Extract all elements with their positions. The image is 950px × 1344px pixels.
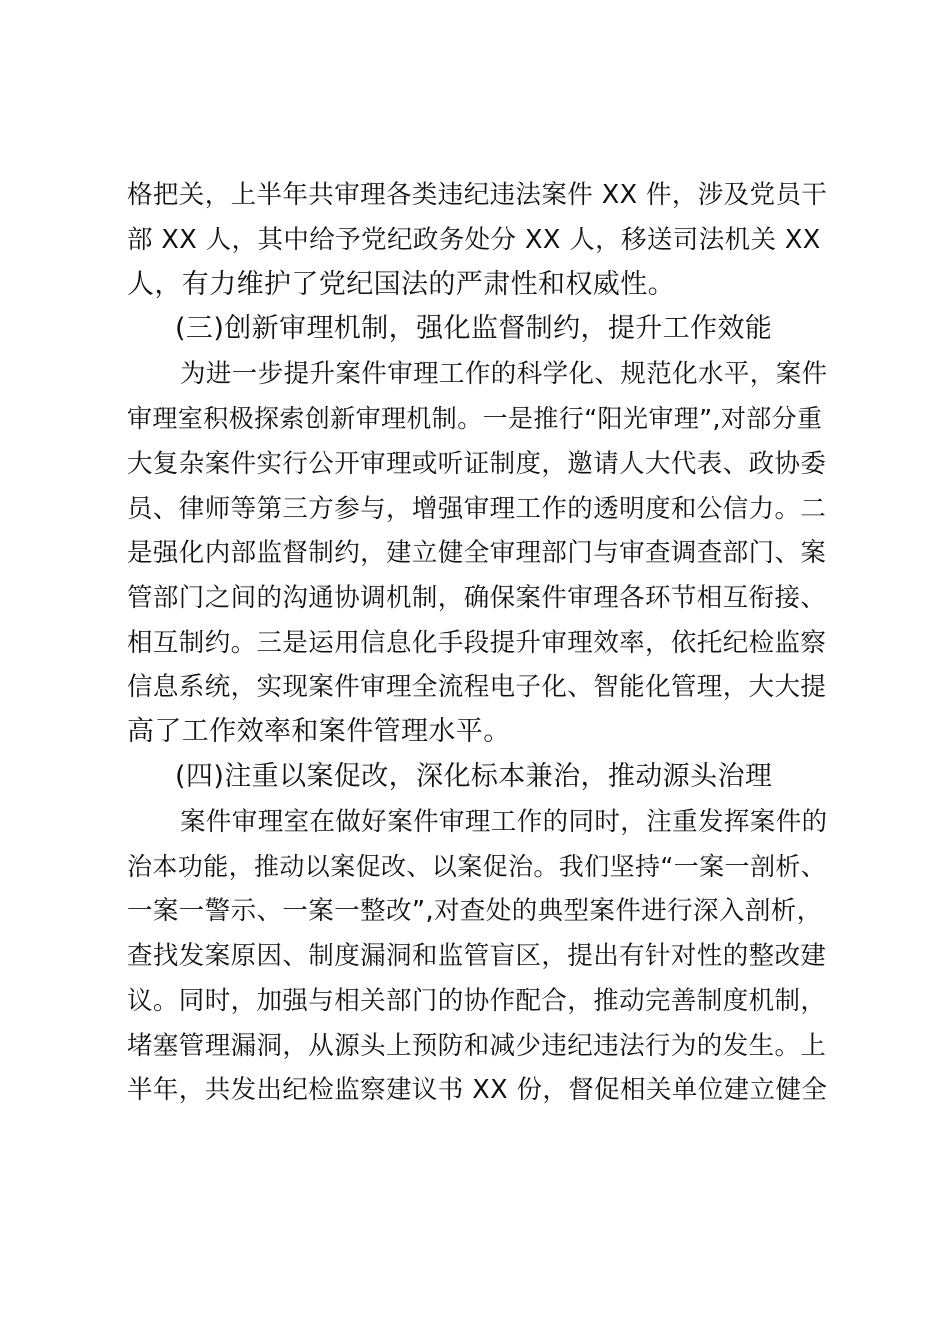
body-text-line: 相互制约。三是运用信息化手段提升审理效率，依托纪检监察 bbox=[127, 628, 827, 658]
paragraph-first-line: 为进一步提升案件审理工作的科学化、规范化水平，案件 bbox=[180, 359, 828, 389]
body-text-line: 格把关，上半年共审理各类违纪违法案件 XX 件，涉及党员干 bbox=[127, 180, 828, 210]
body-text-line: 审理室积极探索创新审理机制。一是推行“阳光审理”,对部分重 bbox=[127, 404, 823, 433]
body-text-line: 治本功能，推动以案促改、以案促治。我们坚持“一案一剖析、 bbox=[127, 852, 827, 881]
body-text-line: 部 XX 人，其中给予党纪政务处分 XX 人，移送司法机关 XX bbox=[127, 225, 821, 255]
body-text-line: 是强化内部监督制约，建立健全审理部门与审查调查部门、案 bbox=[127, 538, 827, 568]
body-text-line: 查找发案原因、制度漏洞和监管盲区，提出有针对性的整改建 bbox=[127, 941, 827, 971]
section-heading: (四)注重以案促改，深化标本兼治，推动源头治理 bbox=[175, 761, 773, 792]
paragraph-first-line: 案件审理室在做好案件审理工作的同时，注重发挥案件的 bbox=[180, 807, 828, 837]
body-text-line: 大复杂案件实行公开审理或听证制度，邀请人大代表、政协委 bbox=[127, 449, 827, 479]
body-text-line: 堵塞管理漏洞，从源头上预防和减少违纪违法行为的发生。上 bbox=[127, 1031, 827, 1061]
body-text-line: 人，有力维护了党纪国法的严肃性和权威性。 bbox=[127, 269, 675, 300]
body-text-line: 高了工作效率和案件管理水平。 bbox=[127, 716, 511, 747]
section-heading: (三)创新审理机制，强化监督制约，提升工作效能 bbox=[175, 313, 773, 344]
body-text-line: 半年，共发出纪检监察建议书 XX 份，督促相关单位建立健全 bbox=[127, 1075, 828, 1105]
body-text-line: 议。同时，加强与相关部门的协作配合，推动完善制度机制， bbox=[127, 986, 827, 1016]
body-text-line: 一案一警示、一案一整改”,对查处的典型案件进行深入剖析， bbox=[127, 896, 823, 926]
body-text-line: 信息系统，实现案件审理全流程电子化、智能化管理，大大提 bbox=[127, 672, 827, 702]
body-text-line: 管部门之间的沟通协调机制，确保案件审理各环节相互衔接、 bbox=[127, 583, 827, 613]
body-text-line: 员、律师等第三方参与，增强审理工作的透明度和公信力。二 bbox=[127, 494, 827, 524]
